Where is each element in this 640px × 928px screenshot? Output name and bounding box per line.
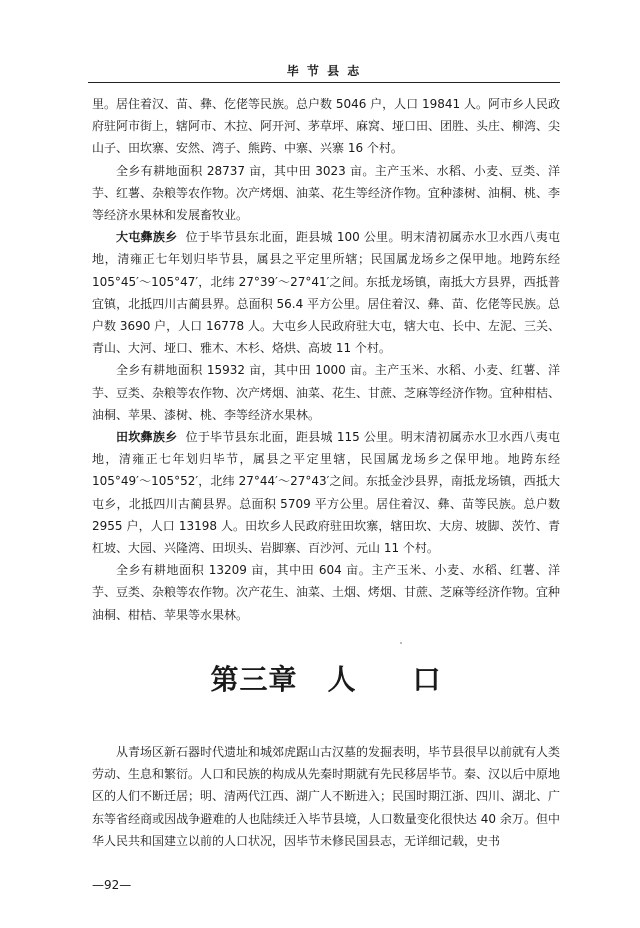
print-speck xyxy=(400,642,402,644)
paragraph-4 xyxy=(92,359,560,426)
paragraph-text: 位于毕节县东北面，距县城 115 公里。明末清初属赤水卫水西八夷屯地，清雍正七年划归毕节，属县之平定里辖，民国属龙场乡之保甲地。地跨东经 105°49′～105°52′，北纬 27°44′～27°43′之间。东抵金沙县界，南抵龙场镇，西抵大屯乡，北抵四川古蔺县界。总面积 5709 平方公里。居住着汉、彝、苗等民族。总户数 2955 户，人口 13198 人。田坎乡人民政府驻田坎寨，辖田坎、大房、坡脚、茨竹、青杠坡、大园、兴隆湾、田坝头、岩脚寨、百沙河、元山 11 个村。 xyxy=(92,430,560,556)
paragraph-2 xyxy=(92,160,560,227)
paragraph-1 xyxy=(92,93,560,160)
chapter-number: 第三章 xyxy=(210,663,298,696)
paragraph-text: 全乡有耕地面积 13209 亩，其中田 604 亩。主产玉米、小麦、水稻、红薯、洋芋、豆类、杂粮等农作物。次产花生、油菜、土烟、烤烟、甘蔗、芝麻等经济作物。宜种油桐、柑桔、苹果等水果林。 xyxy=(92,563,561,622)
chapter-paragraph: 从青场区新石器时代遗址和城郊虎踞山古汉墓的发掘表明，毕节县很早以前就有人类劳动、生息和繁衍。人口和民族的构成从先秦时期就有先民移居毕节。秦、汉以后中原地区的人们不断迁居；明、清两代江西、湖广人不断进入；民国时期江浙、四川、湖北、广东等省经商或因战争避难的人也陆续迁入毕节县境，人口数量变化很快达 40 余万。但中华人民共和国建立以前的人口状况，因毕节未修民国县志，无详细记载，史书 xyxy=(92,745,561,848)
page-number: —92— xyxy=(92,878,132,892)
chapter-title xyxy=(92,658,560,698)
paragraph-text: 位于毕节县东北面，距县城 100 公里。明末清初属赤水卫水西八夷屯地，清雍正七年划归毕节县，属县之平定里所辖；民国属龙场乡之保甲地。地跨东经 105°45′～105°47′，北纬 27°39′～27°41′之间。东抵龙场镇，南抵大方县界，西抵普宜镇，北抵四川古蔺县界。总面积 56.4 平方公里。居住着汉、彝、苗、仡佬等民族。总户数 3690 户，人口 16778 人。大屯乡人民政府驻大屯，辖大屯、长中、左泥、三关、青山、大河、垭口、雅木、木杉、烙烘、高坡 11 个村。 xyxy=(92,230,560,356)
running-header: 毕 节 县 志 xyxy=(286,64,362,78)
entry-heading: 田坎彝族乡 xyxy=(116,430,178,445)
chapter-intro xyxy=(92,741,560,852)
chapter-title-char-1: 人 xyxy=(327,663,357,696)
paragraph-text: 里。居住着汉、苗、彝、仡佬等民族。总户数 5046 户，人口 19841 人。阿市乡人民政府驻阿市街上，辖阿市、木拉、阿开河、茅草坪、麻窝、垭口田、团胜、头庄、柳湾、尖山子、田坎寨、安然、湾子、熊跨、中寨、兴寨 16 个村。 xyxy=(92,97,561,156)
paragraph-text: 全乡有耕地面积 28737 亩，其中田 3023 亩。主产玉米、水稻、小麦、豆类、洋芋、红薯、杂粮等农作物。次产烤烟、油菜、花生等经济作物。宜种漆树、油桐、桃、李等经济水果林和发展畜牧业。 xyxy=(92,163,561,223)
paragraph-text: 全乡有耕地面积 15932 亩，其中田 1000 亩。主产玉米、水稻、小麦、红薯、洋芋、豆类、杂粮等农作物、次产烤烟、油菜、花生、甘蔗、芝麻等经济作物。宜种柑桔、油桐、苹果、漆树、桃、李等经济水果林。 xyxy=(92,363,561,422)
section-body xyxy=(92,93,560,626)
paragraph-3 xyxy=(92,226,560,359)
paragraph-6 xyxy=(92,559,560,626)
entry-heading: 大屯彝族乡 xyxy=(116,230,178,245)
paragraph-5 xyxy=(92,426,560,559)
header-rule xyxy=(88,82,560,83)
chapter-title-char-2: 口 xyxy=(412,663,442,696)
